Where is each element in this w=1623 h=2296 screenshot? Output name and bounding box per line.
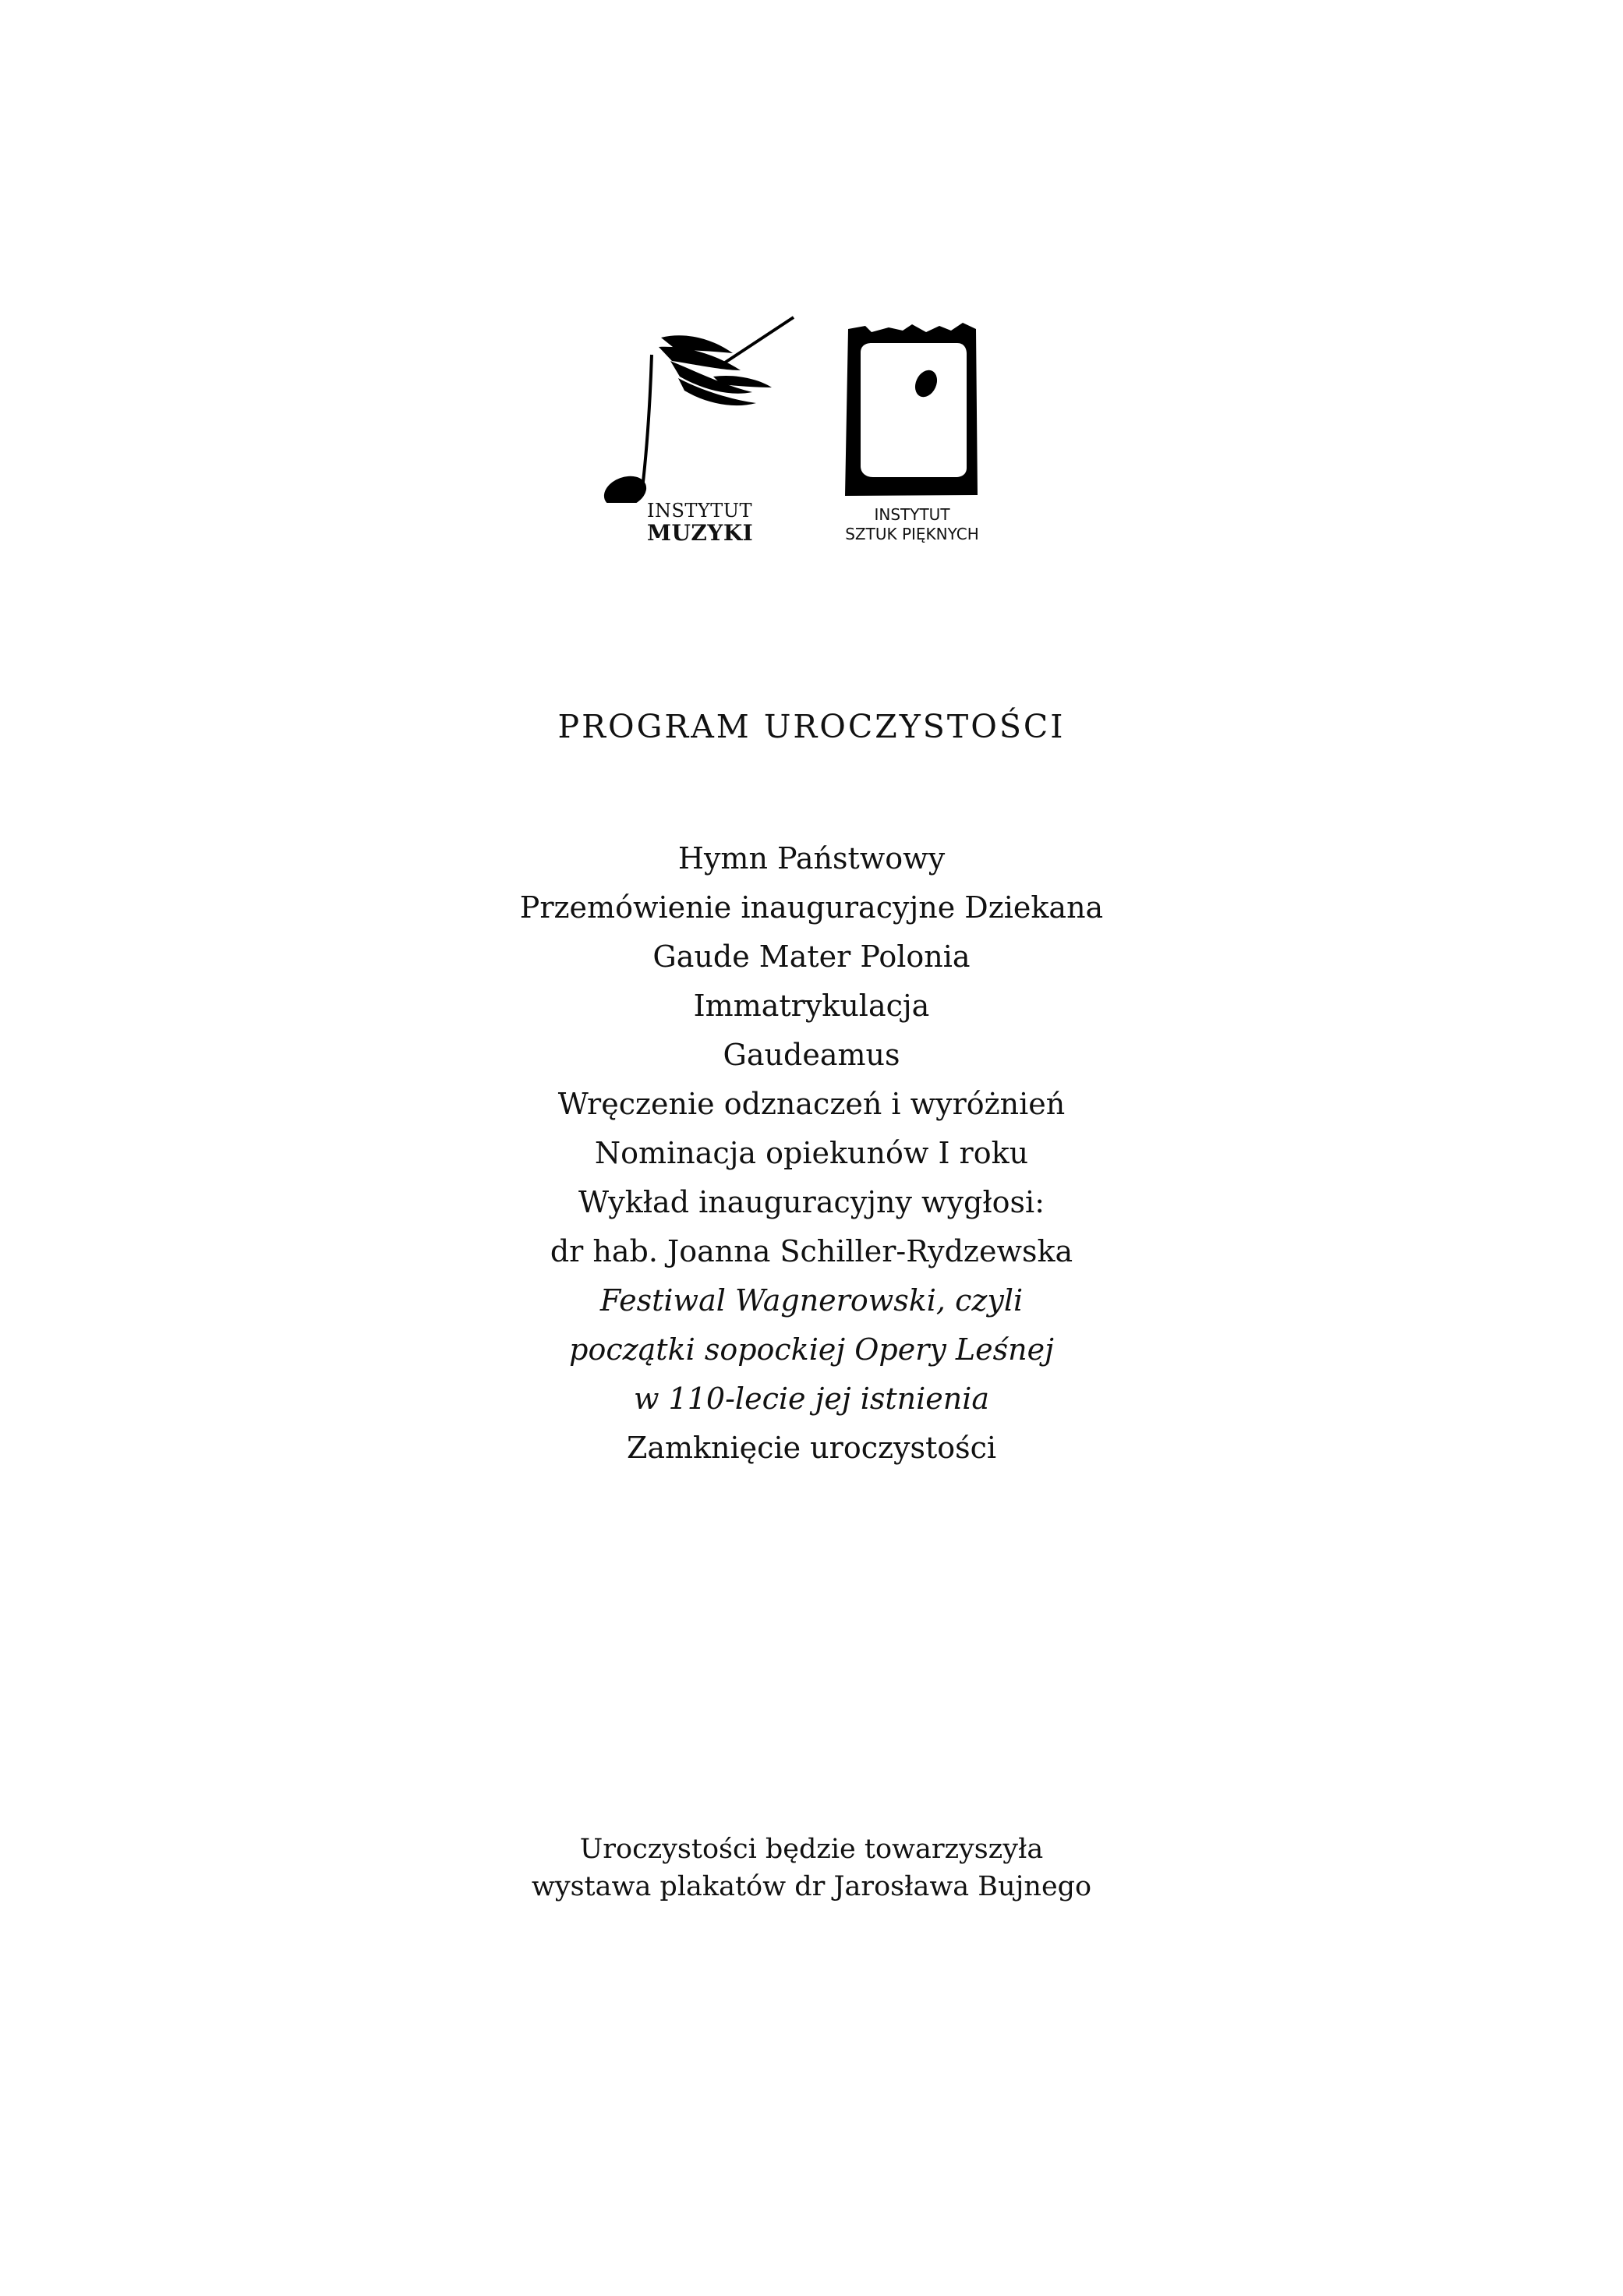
program-item: Wręczenie odznaczeń i wyróżnień <box>557 1087 1066 1121</box>
exhibition-note <box>0 1831 1623 1905</box>
page-title: PROGRAM UROCZYSTOŚCI <box>557 708 1066 745</box>
program-item: w 110-lecie jej istnienia <box>633 1381 990 1416</box>
logo-music-line1: INSTYTUT <box>647 500 753 522</box>
music-note-conductor-hand-icon <box>585 316 795 503</box>
logo-arts-line1: INSTYTUT <box>874 505 950 524</box>
program-item: Nominacja opiekunów I roku <box>594 1136 1029 1170</box>
note-line-2: wystawa plakatów dr Jarosława Bujnego <box>531 1871 1092 1902</box>
program-item: Gaude Mater Polonia <box>652 939 971 974</box>
logos-header <box>0 0 1623 593</box>
logo-music-line2: MUZYKI <box>647 520 754 546</box>
program-item: Przemówienie inauguracyjne Dziekana <box>519 890 1104 925</box>
program-item: Festiwal Wagnerowski, czyli <box>599 1283 1024 1318</box>
logo-arts-line2: SZTUK PIĘKNYCH <box>845 525 979 543</box>
program-item: Gaudeamus <box>723 1038 900 1072</box>
note-line-1: Uroczystości będzie towarzyszyła <box>579 1834 1044 1865</box>
instytut-sztuk-pieknych-logo <box>834 312 990 554</box>
program-item: Hymn Państwowy <box>677 841 946 876</box>
program-list <box>0 834 1623 1473</box>
program-item: dr hab. Joanna Schiller-Rydzewska <box>550 1234 1073 1268</box>
program-item: początki sopockiej Opery Leśnej <box>569 1332 1054 1367</box>
instytut-muzyki-logo <box>585 316 795 554</box>
painters-palette-frame-icon <box>834 312 990 499</box>
program-item: Wykład inauguracyjny wygłosi: <box>578 1185 1045 1219</box>
program-item: Zamknięcie uroczystości <box>626 1431 997 1465</box>
program-item: Immatrykulacja <box>693 989 930 1023</box>
